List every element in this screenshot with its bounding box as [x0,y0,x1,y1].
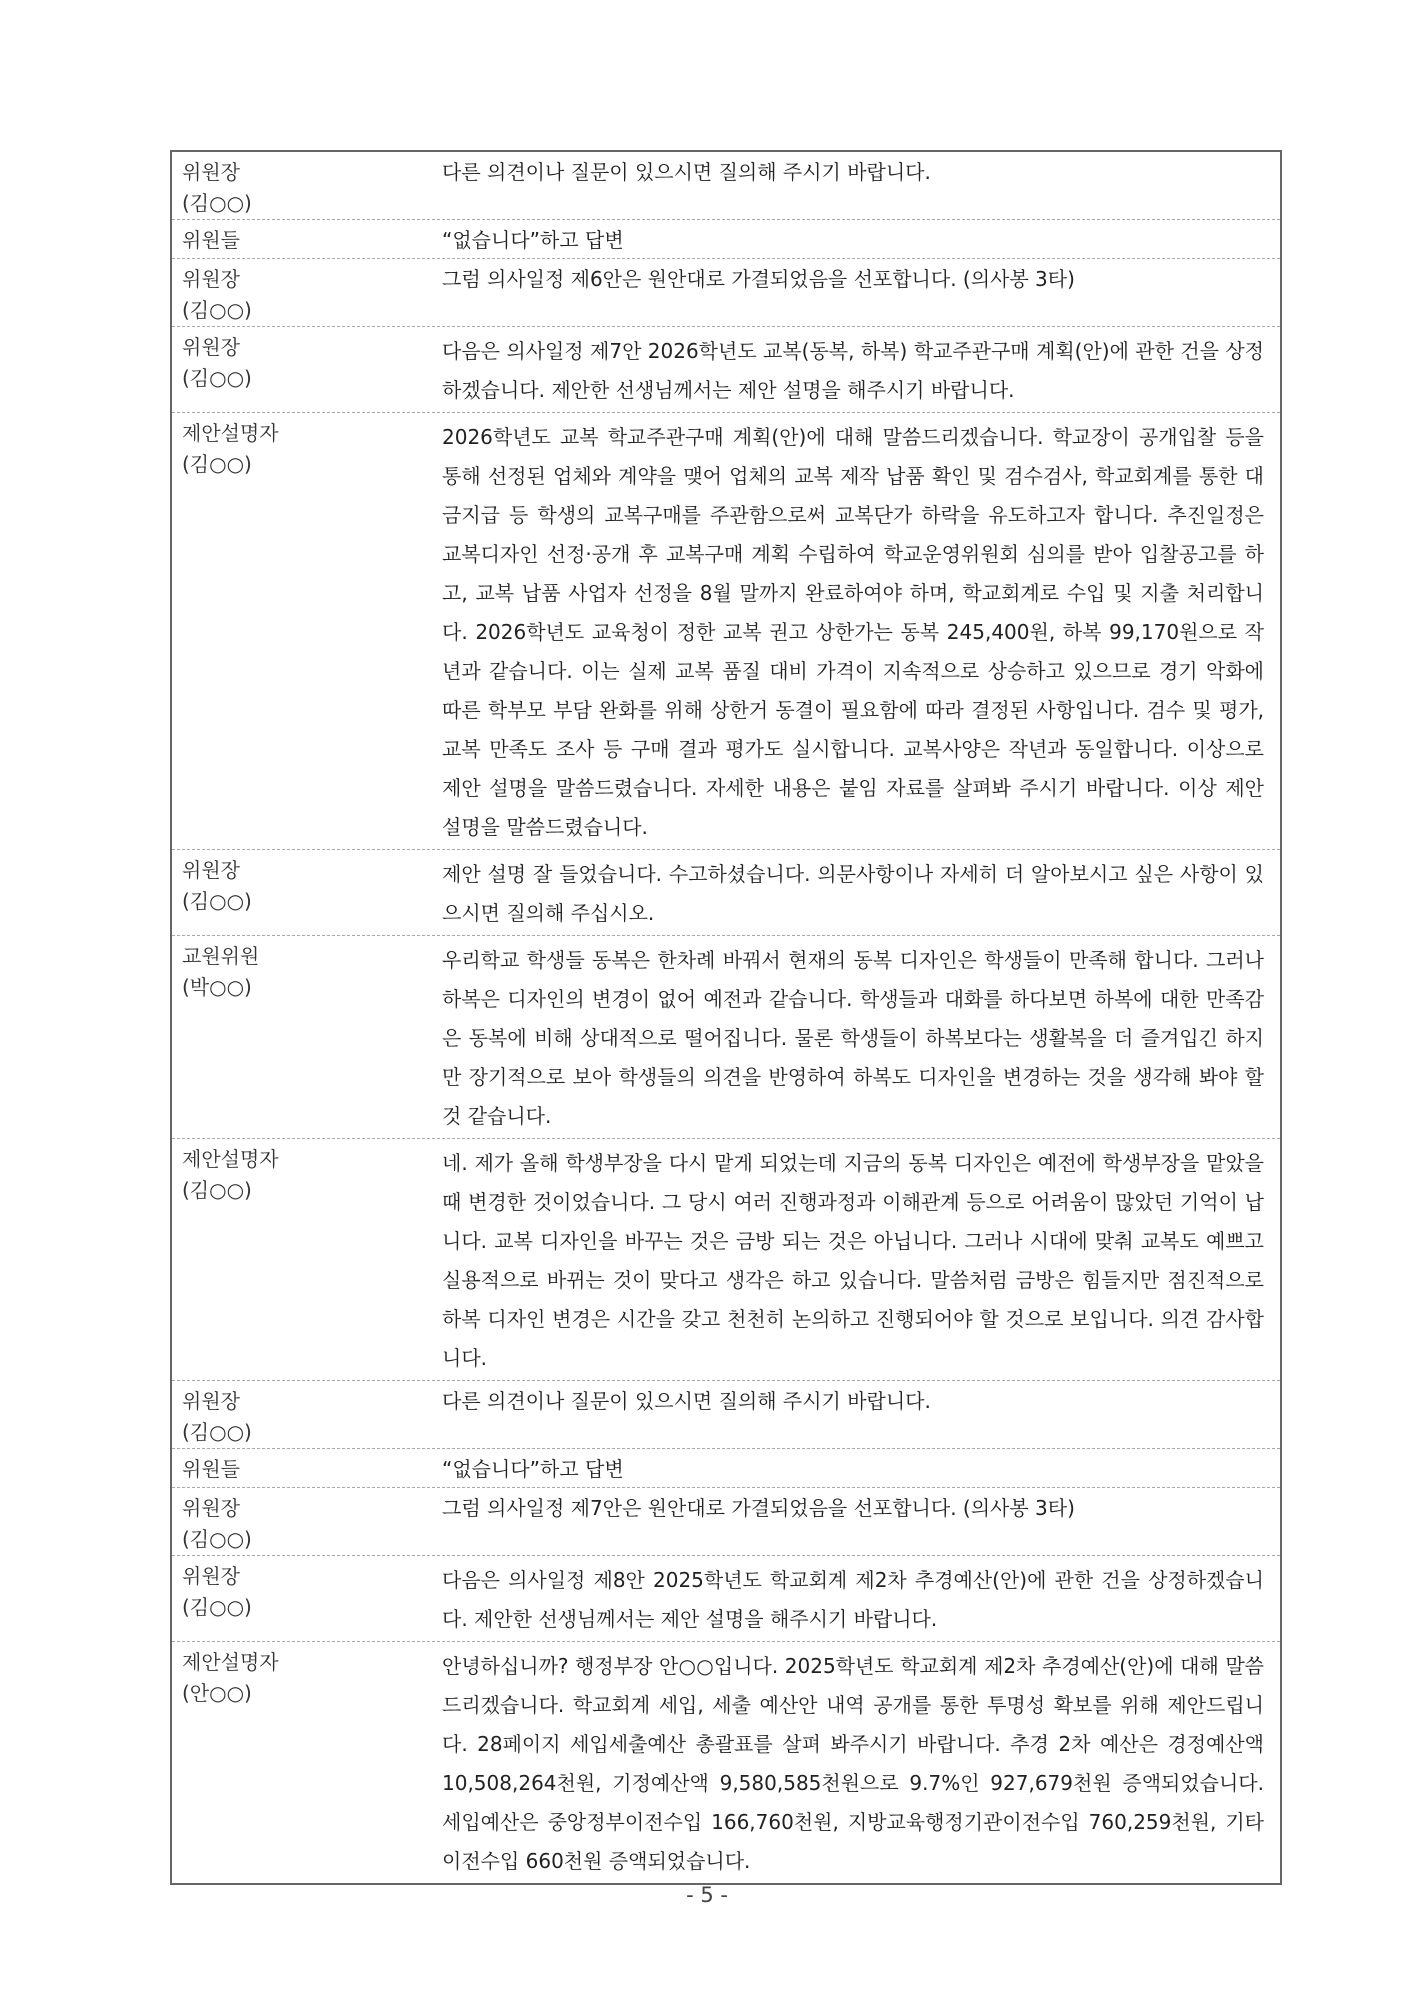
speaker-cell [172,1488,442,1555]
speech-text: 다음은 의사일정 제7안 2026학년도 교복(동복, 하복) 학교주관구매 계획(안)에 관한 건을 상정하겠습니다. 제안한 선생님께서는 제안 설명을 해주시기 바랍니다. [442,339,1264,402]
speaker-name: (김○○) [182,1178,252,1202]
speaker-role: 위원들 [182,228,240,252]
minutes-row [172,413,1280,850]
speaker-cell [172,152,442,219]
speaker-name: (김○○) [182,366,252,390]
minutes-row [172,1556,1280,1642]
speaker-cell [172,220,442,258]
minutes-row [172,1488,1280,1556]
speaker-name: (김○○) [182,1420,252,1444]
speaker-role: 위원장 [182,1564,240,1588]
speech-text: 제안 설명 잘 들었습니다. 수고하셨습니다. 의문사항이나 자세히 더 알아보시고 싶은 사항이 있으시면 질의해 주십시오. [442,862,1264,925]
speech-text: 그럼 의사일정 제6안은 원안대로 가결되었음을 선포합니다. (의사봉 3타) [442,267,1075,291]
minutes-row [172,1381,1280,1449]
speaker-role: 교원위원 [182,944,260,968]
speaker-name: (김○○) [182,452,252,476]
minutes-row [172,1642,1280,1883]
speech-text: “없습니다”하고 답변 [442,228,624,252]
speech-text: 다른 의견이나 질문이 있으시면 질의해 주시기 바랍니다. [442,160,931,184]
speaker-name: (박○○) [182,975,252,999]
speaker-role: 제안설명자 [182,1650,279,1674]
speech-text: 그럼 의사일정 제7안은 원안대로 가결되었음을 선포합니다. (의사봉 3타) [442,1496,1075,1520]
speaker-name: (김○○) [182,191,252,215]
speech-text: 네. 제가 올해 학생부장을 다시 맡게 되었는데 지금의 동복 디자인은 예전에 학생부장을 맡았을 때 변경한 것이었습니다. 그 당시 여러 진행과정과 이해관계 등으로 어려움이 많았던 기억이 납니다. 교복 디자인을 바꾸는 것은 금방 되는 것은 아닙니다. 그러나 시대에 맞춰 교복도 예쁘고 실용적으로 바뀌는 것이 맞다고 생각은 하고 있습니다. 말씀처럼 금방은 힘들지만 점진적으로 하복 디자인 변경은 시간을 갖고 천천히 논의하고 진행되어야 할 것으로 보입니다. 의견 감사합니다. [442,1151,1264,1370]
speaker-cell [172,259,442,326]
minutes-row [172,1139,1280,1381]
speaker-name: (김○○) [182,1527,252,1551]
minutes-row [172,220,1280,259]
speaker-cell [172,1381,442,1448]
minutes-row [172,327,1280,413]
minutes-row [172,152,1280,220]
minutes-row [172,936,1280,1139]
speech-text: 다음은 의사일정 제8안 2025학년도 학교회계 제2차 추경예산(안)에 관한 건을 상정하겠습니다. 제안한 선생님께서는 제안 설명을 해주시기 바랍니다. [442,1568,1264,1631]
speaker-cell [172,1556,442,1641]
speaker-role: 위원장 [182,1496,240,1520]
speaker-cell [172,413,442,849]
speaker-role: 위원장 [182,160,240,184]
page-number: - 5 - [686,1883,728,1907]
speaker-cell [172,327,442,412]
speaker-cell [172,850,442,935]
speech-text: 다른 의견이나 질문이 있으시면 질의해 주시기 바랍니다. [442,1389,931,1413]
speaker-cell [172,1642,442,1883]
speaker-role: 위원장 [182,267,240,291]
speaker-cell [172,936,442,1138]
speaker-role: 위원들 [182,1457,240,1481]
speech-text: 우리학교 학생들 동복은 한차례 바꿔서 현재의 동복 디자인은 학생들이 만족해 합니다. 그러나 하복은 디자인의 변경이 없어 예전과 같습니다. 학생들과 대화를 하다보면 하복에 대한 만족감은 동복에 비해 상대적으로 떨어집니다. 물론 학생들이 하복보다는 생활복을 더 즐겨입긴 하지만 장기적으로 보아 학생들의 의견을 반영하여 하복도 디자인을 변경하는 것을 생각해 봐야 할 것 같습니다. [442,948,1264,1128]
speaker-role: 위원장 [182,1389,240,1413]
speaker-name: (김○○) [182,889,252,913]
speaker-name: (김○○) [182,298,252,322]
minutes-row [172,1449,1280,1488]
minutes-table [170,150,1282,1885]
speech-text: 2026학년도 교복 학교주관구매 계획(안)에 대해 말씀드리겠습니다. 학교장이 공개입찰 등을 통해 선정된 업체와 계약을 맺어 업체의 교복 제작 납품 확인 및 검수검사, 학교회계를 통한 대금지급 등 학생의 교복구매를 주관함으로써 교복단가 하락을 유도하고자 합니다. 추진일정은 교복디자인 선정·공개 후 교복구매 계획 수립하여 학교운영위원회 심의를 받아 입찰공고를 하고, 교복 납품 사업자 선정을 8월 말까지 완료하여야 하며, 학교회계로 수입 및 지출 처리합니다. 2026학년도 교육청이 정한 교복 권고 상한가는 동복 245,400원, 하복 99,170원으로 작년과 같습니다. 이는 실제 교복 품질 대비 가격이 지속적으로 상승하고 있으므로 경기 악화에 따른 학부모 부담 완화를 위해 상한거 동결이 필요함에 따라 결정된 사항입니다. 검수 및 평가, 교복 만족도 조사 등 구매 결과 평가도 실시합니다. 교복사양은 작년과 동일합니다. 이상으로 제안 설명을 말씀드렸습니다. 자세한 내용은 붙임 자료를 살펴봐 주시기 바랍니다. 이상 제안 설명을 말씀드렸습니다. [442,425,1264,839]
speaker-name: (김○○) [182,1595,252,1619]
speaker-name: (안○○) [182,1681,252,1705]
speaker-cell [172,1139,442,1380]
speech-text: 안녕하십니까? 행정부장 안○○입니다. 2025학년도 학교회계 제2차 추경예산(안)에 대해 말씀드리겠습니다. 학교회계 세입, 세출 예산안 내역 공개를 통한 투명성 확보를 위해 제안드립니다. 28페이지 세입세출예산 총괄표를 살펴 봐주시기 바랍니다. 추경 2차 예산은 경정예산액 10,508,264천원, 기정예산액 9,580,585천원으로 9.7%인 927,679천원 증액되었습니다. 세입예산은 중앙정부이전수입 166,760천원, 지방교육행정기관이전수입 760,259천원, 기타이전수입 660천원 증액되었습니다. [442,1654,1264,1873]
speaker-cell [172,1449,442,1487]
speaker-role: 위원장 [182,858,240,882]
minutes-row [172,259,1280,327]
speaker-role: 제안설명자 [182,421,279,445]
speech-text: “없습니다”하고 답변 [442,1457,624,1481]
minutes-row [172,850,1280,936]
speaker-role: 위원장 [182,335,240,359]
speaker-role: 제안설명자 [182,1147,279,1171]
